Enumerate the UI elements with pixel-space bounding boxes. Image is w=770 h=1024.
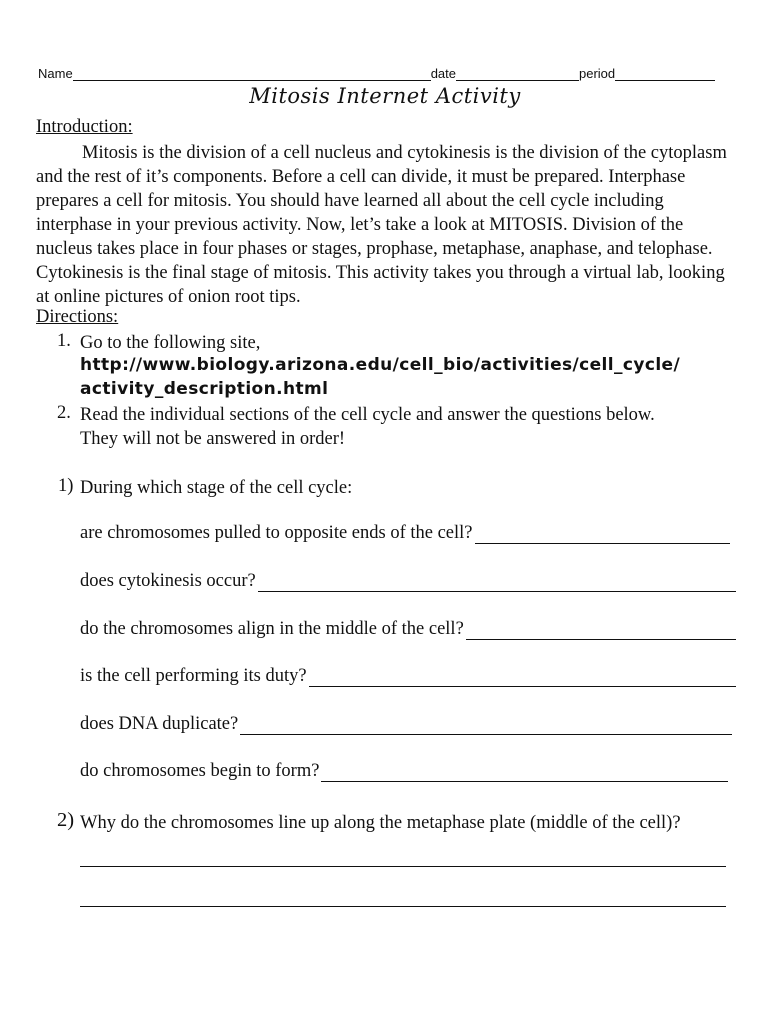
activity-url-link[interactable] <box>80 353 740 401</box>
question1-item <box>80 714 732 735</box>
question1-prompt: During which stage of the cell cycle: <box>80 478 353 498</box>
directions-heading: Directions: <box>36 307 119 327</box>
url-line-2: activity_description.html <box>80 379 329 399</box>
answer-line[interactable] <box>466 623 736 640</box>
period-label: period <box>579 66 616 81</box>
introduction-text: Mitosis is the division of a cell nucleus and cytokinesis is the division of the cytoplasm and the rest of it’s components. Before a cell can divide, it must be prepared. Interphase prepares a cell for mitosis. You should have learned all about the cell cycle including interphase in your previous activity. Now, let’s take a look at MITOSIS. Division of the nucleus takes place in four phases or stages, prophase, metaphase, anaphase, and telophase. Cytokinesis is the final stage of mitosis. This activity takes you through a virtual lab, looking at online pictures of onion root tips. <box>36 143 727 307</box>
answer-line[interactable] <box>258 575 736 592</box>
page-title: Mitosis Internet Activity <box>249 84 521 108</box>
answer-line[interactable] <box>80 866 726 867</box>
step1-number: 1. <box>57 331 71 351</box>
introduction-heading: Introduction: <box>36 117 133 137</box>
period-field[interactable] <box>615 68 715 81</box>
answer-line[interactable] <box>80 906 726 907</box>
question1-item <box>80 523 730 544</box>
question1-item <box>80 666 736 687</box>
step2-text-line1: Read the individual sections of the cell cycle and answer the questions below. <box>80 405 655 425</box>
header-row <box>38 66 738 81</box>
question1-item <box>80 571 736 592</box>
question2-number: 2) <box>57 809 75 831</box>
question1-item-text: is the cell performing its duty? <box>80 666 307 686</box>
date-field[interactable] <box>456 68 579 81</box>
step2-number: 2. <box>57 403 71 423</box>
question1-item-text: does cytokinesis occur? <box>80 571 256 591</box>
question1-item-text: do the chromosomes align in the middle of the cell? <box>80 619 464 639</box>
question1-item-text: are chromosomes pulled to opposite ends of the cell? <box>80 523 473 543</box>
url-line-1: http://www.biology.arizona.edu/cell_bio/activities/cell_cycle/ <box>80 355 681 375</box>
question2-prompt: Why do the chromosomes line up along the metaphase plate (middle of the cell)? <box>80 813 681 833</box>
question1-item <box>80 619 736 640</box>
question1-item <box>80 761 728 782</box>
question1-number: 1) <box>58 476 74 496</box>
question1-item-text: does DNA duplicate? <box>80 714 239 734</box>
answer-line[interactable] <box>309 670 736 687</box>
date-label: date <box>430 66 456 81</box>
name-label: Name <box>38 66 73 81</box>
step2-text-line2: They will not be answered in order! <box>80 429 346 449</box>
answer-line[interactable] <box>475 527 730 544</box>
step1-text: Go to the following site, <box>80 333 261 353</box>
name-field[interactable] <box>73 68 431 81</box>
question1-item-text: do chromosomes begin to form? <box>80 761 320 781</box>
answer-line[interactable] <box>240 718 732 735</box>
answer-line[interactable] <box>321 765 728 782</box>
